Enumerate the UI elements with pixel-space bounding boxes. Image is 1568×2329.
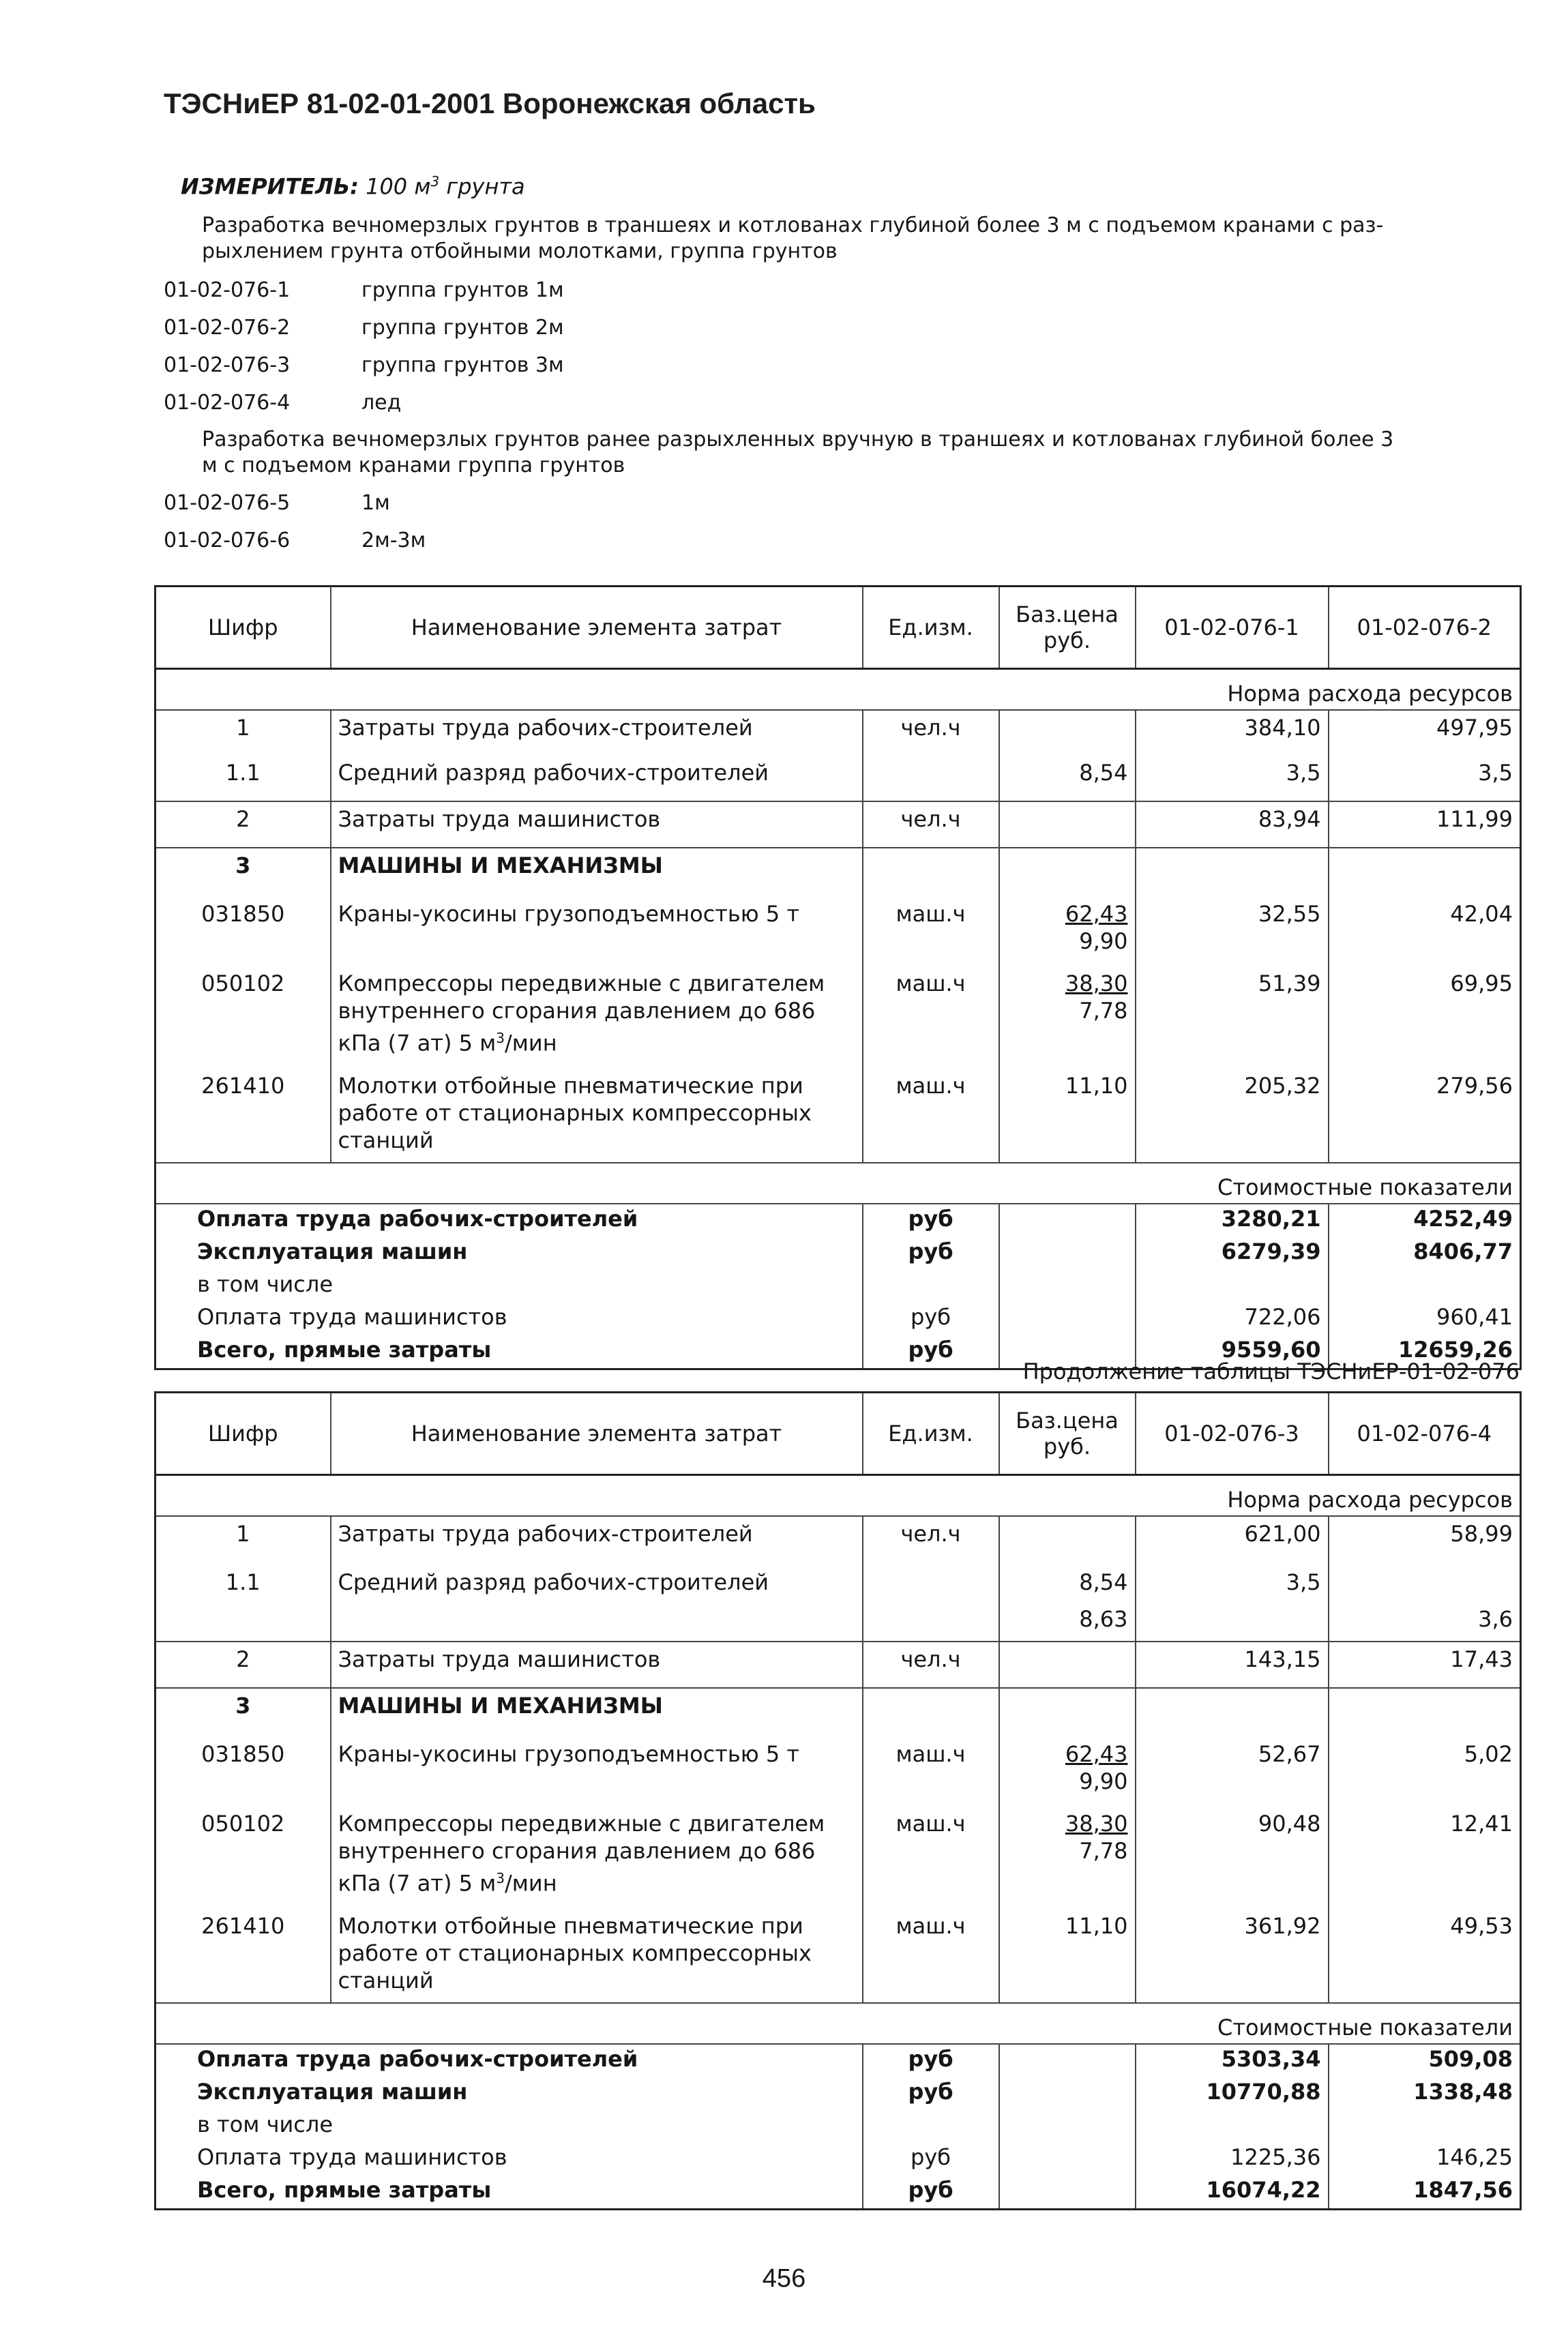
- table-row: [156, 1562, 1521, 1642]
- cell-value-b: 42,04: [1329, 893, 1521, 963]
- cell-name: [331, 1905, 863, 2003]
- cell-value-b: 111,99: [1329, 801, 1521, 848]
- col-header-unit: Ед.изм.: [863, 1393, 999, 1475]
- norms-table-1: [154, 585, 1522, 1370]
- list-item: [164, 346, 1514, 384]
- meter-value: 100 м: [366, 173, 431, 200]
- cell-value-a: 3,5: [1136, 756, 1329, 801]
- cell-unit: маш.ч: [863, 1065, 999, 1163]
- summary-row: [156, 1303, 1521, 1335]
- summary-value-b: 12659,26: [1329, 1335, 1521, 1369]
- description-2-line-2: м с подъемом кранами группа грунтов: [202, 454, 625, 477]
- summary-unit: руб: [863, 2044, 999, 2077]
- table-row: [156, 963, 1521, 1065]
- summary-value-b: 4252,49: [1329, 1204, 1521, 1237]
- cell-name: Затраты труда рабочих-строителей: [331, 1516, 863, 1562]
- col-header-unit: Ед.изм.: [863, 587, 999, 669]
- table-row: [156, 756, 1521, 801]
- section-row: [156, 1475, 1521, 1517]
- summary-label: Оплата труда рабочих-строителей: [197, 2045, 638, 2072]
- section-norm-label: Норма расхода ресурсов: [1227, 1487, 1513, 1513]
- summary-unit: руб: [863, 1303, 999, 1335]
- summary-value-a: 16074,22: [1136, 2176, 1329, 2210]
- cell-value-a: 621,00: [1136, 1516, 1329, 1562]
- cell-price: [999, 1516, 1136, 1562]
- cell-value-b: 279,56: [1329, 1065, 1521, 1163]
- cell-code: 050102: [201, 970, 285, 996]
- cell-price: [999, 1642, 1136, 1688]
- cell-value-a: 361,92: [1136, 1905, 1329, 2003]
- description-1-line-1: Разработка вечномерзлых грунтов в траншеях и котлованах глубиной более 3 м с подъемом кранами с раз-: [202, 213, 1384, 237]
- summary-value-b: 8406,77: [1329, 1237, 1521, 1270]
- summary-unit: руб: [863, 2143, 999, 2176]
- cell-code: 2: [236, 806, 250, 832]
- summary-unit: руб: [863, 2176, 999, 2210]
- summary-value-b: 1338,48: [1329, 2077, 1521, 2110]
- list-item: [164, 309, 1514, 346]
- summary-unit: руб: [863, 1335, 999, 1369]
- name-line-3: станций: [338, 1127, 434, 1153]
- summary-label: Всего, прямые затраты: [197, 1336, 492, 1363]
- table-row: [156, 1516, 1521, 1562]
- price-top: 62,43: [1065, 901, 1128, 927]
- cell-value-b: 17,43: [1329, 1642, 1521, 1688]
- table-row: [156, 1803, 1521, 1905]
- cell-value-a: 143,15: [1136, 1642, 1329, 1688]
- cell-price: [999, 963, 1136, 1065]
- col-header-price: [999, 587, 1136, 669]
- summary-value-b: 1847,56: [1329, 2176, 1521, 2210]
- summary-row: [156, 1204, 1521, 1237]
- section-norm-label: Норма расхода ресурсов: [1227, 681, 1513, 707]
- summary-row: [156, 2143, 1521, 2176]
- cell-name: Затраты труда машинистов: [331, 801, 863, 848]
- item-text: 1м: [361, 490, 390, 515]
- summary-value-b: 146,25: [1329, 2143, 1521, 2176]
- summary-value-a: 1225,36: [1136, 2143, 1329, 2176]
- cell-unit: маш.ч: [863, 1734, 999, 1803]
- cell-unit: чел.ч: [863, 1642, 999, 1688]
- item-code: 01-02-076-2: [164, 315, 291, 340]
- page-number: 456: [762, 2264, 806, 2293]
- item-code: 01-02-076-6: [164, 528, 291, 552]
- summary-value-a: 722,06: [1136, 1303, 1329, 1335]
- cell-name: Затраты труда машинистов: [331, 1642, 863, 1688]
- summary-label: в том числе: [197, 2111, 333, 2137]
- cell-price: [999, 893, 1136, 963]
- col-header-code-b: 01-02-076-2: [1329, 587, 1521, 669]
- cell-unit: чел.ч: [863, 801, 999, 848]
- col-header-code-a: 01-02-076-3: [1136, 1393, 1329, 1475]
- price-top: 62,43: [1065, 1741, 1128, 1767]
- summary-value-a: 5303,34: [1136, 2044, 1329, 2077]
- cell-code: 3: [235, 1693, 251, 1719]
- summary-row: [156, 2176, 1521, 2210]
- description-1-line-2: рыхлением грунта отбойными молотками, группа грунтов: [202, 239, 838, 263]
- cell-code: 1.1: [225, 760, 261, 786]
- cell-name: [331, 1803, 863, 1905]
- summary-label: в том числе: [197, 1271, 333, 1297]
- price-header-line-1: Баз.цена: [1016, 1408, 1119, 1434]
- summary-label: Оплата труда машинистов: [197, 2143, 507, 2170]
- cell-unit: [863, 756, 999, 801]
- list-item: [164, 271, 1514, 309]
- price-header-line-2: руб.: [1043, 1434, 1091, 1459]
- measurement-unit: [181, 173, 525, 200]
- item-text: группа грунтов 2м: [361, 315, 564, 340]
- name-line-3: кПа (7 ат) 5 $м^3$/мин: [338, 1870, 557, 1897]
- price-top: 8,54: [1079, 1569, 1128, 1595]
- cell-unit: [863, 1562, 999, 1642]
- summary-value-a: 6279,39: [1136, 1237, 1329, 1270]
- list-item: [164, 384, 1514, 421]
- price-bottom: 9,90: [1079, 1768, 1128, 1794]
- item-code: 01-02-076-3: [164, 353, 291, 377]
- summary-value-b: 960,41: [1329, 1303, 1521, 1335]
- description-2-line-1: Разработка вечномерзлых грунтов ранее разрыхленных вручную в траншеях и котлованах глубиной более 3: [202, 428, 1394, 451]
- cell-price: [999, 710, 1136, 756]
- cell-code: 2: [236, 1646, 250, 1672]
- cell-unit: маш.ч: [863, 893, 999, 963]
- summary-row: [156, 1270, 1521, 1303]
- item-text: группа грунтов 1м: [361, 278, 564, 302]
- cell-code: 1.1: [225, 1569, 261, 1595]
- cell-name: МАШИНЫ И МЕХАНИЗМЫ: [331, 848, 863, 893]
- name-line-3: кПа (7 ат) 5 $м^3$/мин: [338, 1030, 557, 1056]
- cell-name: Средний разряд рабочих-строителей: [331, 756, 863, 801]
- cell-value-a: 32,55: [1136, 893, 1329, 963]
- price-bottom: 8,63: [1079, 1606, 1128, 1632]
- item-code: 01-02-076-1: [164, 278, 291, 302]
- cell-name: Средний разряд рабочих-строителей: [331, 1562, 863, 1642]
- list-item: [164, 522, 1514, 559]
- table-header: [156, 587, 1521, 669]
- col-header-name: Наименование элемента затрат: [331, 1393, 863, 1475]
- cell-price: [999, 1734, 1136, 1803]
- cell-value-a: 83,94: [1136, 801, 1329, 848]
- cell-price: 8,54: [999, 756, 1136, 801]
- list-item: [164, 484, 1514, 522]
- meter-unit: грунта: [446, 173, 525, 200]
- cell-code: 050102: [201, 1811, 285, 1837]
- cell-value-a: 90,48: [1136, 1803, 1329, 1905]
- name-line-2: работе от стационарных компрессорных: [338, 1099, 812, 1126]
- cell-value-a: 205,32: [1136, 1065, 1329, 1163]
- name-line-1: Молотки отбойные пневматические при: [338, 1912, 803, 1939]
- summary-row: [156, 2044, 1521, 2077]
- cell-name: [331, 1065, 863, 1163]
- summary-unit: руб: [863, 1204, 999, 1237]
- table-row: [156, 710, 1521, 756]
- table-row: [156, 1065, 1521, 1163]
- price-top: 38,30: [1065, 970, 1128, 996]
- col-header-code: Шифр: [207, 614, 278, 640]
- section-cost-label: Стоимостные показатели: [1217, 1174, 1513, 1200]
- name-line-2: работе от стационарных компрессорных: [338, 1940, 812, 1966]
- item-code: 01-02-076-5: [164, 490, 291, 515]
- item-text: 2м-3м: [361, 528, 426, 552]
- section-row: [156, 1163, 1521, 1204]
- summary-row: [156, 1237, 1521, 1270]
- section-row: [156, 669, 1521, 711]
- summary-label: Эксплуатация машин: [197, 1238, 468, 1264]
- price-header-line-2: руб.: [1043, 627, 1091, 653]
- meter-label: ИЗМЕРИТЕЛЬ:: [181, 173, 359, 200]
- cell-name: Краны-укосины грузоподъемностью 5 т: [331, 1734, 863, 1803]
- cell-price: 11,10: [999, 1905, 1136, 2003]
- cell-unit: чел.ч: [863, 710, 999, 756]
- cell-price: [999, 801, 1136, 848]
- table-row: [156, 1905, 1521, 2003]
- cell-name: [331, 963, 863, 1065]
- name-line-1: Компрессоры передвижные с двигателем: [338, 970, 825, 996]
- cell-unit: маш.ч: [863, 963, 999, 1065]
- name-line-2: внутреннего сгорания давлением до 686: [338, 998, 816, 1024]
- cell-code: 1: [236, 1521, 250, 1547]
- work-description: [164, 213, 1514, 559]
- table-header: [156, 1393, 1521, 1475]
- cell-code: 261410: [201, 1072, 285, 1099]
- meter-sup: 3: [430, 173, 440, 190]
- item-text: лед: [361, 390, 402, 415]
- cell-code: 031850: [201, 1741, 285, 1767]
- cell-value-a: 51,39: [1136, 963, 1329, 1065]
- cell-value-b: 5,02: [1329, 1734, 1521, 1803]
- page-title: ТЭСНиЕР 81-02-01-2001 Воронежская область: [164, 87, 816, 119]
- summary-value-a: 3280,21: [1136, 1204, 1329, 1237]
- name-line-1: Компрессоры передвижные с двигателем: [338, 1811, 825, 1837]
- table-row: [156, 893, 1521, 963]
- item-code: 01-02-076-4: [164, 390, 291, 415]
- price-bottom: 9,90: [1079, 928, 1128, 954]
- item-text: группа грунтов 3м: [361, 353, 564, 377]
- col-header-price: [999, 1393, 1136, 1475]
- price-header-line-1: Баз.цена: [1016, 602, 1119, 627]
- name-line-2: внутреннего сгорания давлением до 686: [338, 1838, 816, 1864]
- summary-label: Оплата труда рабочих-строителей: [197, 1205, 638, 1232]
- col-header-code: Шифр: [207, 1421, 278, 1447]
- summary-value-a: 10770,88: [1136, 2077, 1329, 2110]
- name-line-1: Молотки отбойные пневматические при: [338, 1072, 803, 1099]
- cell-price: [999, 1562, 1136, 1642]
- summary-label: Эксплуатация машин: [197, 2078, 468, 2105]
- table-row: [156, 1642, 1521, 1688]
- summary-row: [156, 2077, 1521, 2110]
- name-line-3: станций: [338, 1967, 434, 1993]
- cell-name: МАШИНЫ И МЕХАНИЗМЫ: [331, 1688, 863, 1734]
- price-top: 38,30: [1065, 1811, 1128, 1837]
- cell-value-b: 58,99: [1329, 1516, 1521, 1562]
- table-row: [156, 848, 1521, 893]
- cell-code: 1: [236, 715, 250, 741]
- table-row: [156, 1734, 1521, 1803]
- cell-price: [999, 1803, 1136, 1905]
- summary-row: [156, 2110, 1521, 2143]
- cell-unit: маш.ч: [863, 1803, 999, 1905]
- col-header-code-b: 01-02-076-4: [1329, 1393, 1521, 1475]
- cell-code: 031850: [201, 901, 285, 927]
- cell-name: Краны-укосины грузоподъемностью 5 т: [331, 893, 863, 963]
- cell-value-a: 384,10: [1136, 710, 1329, 756]
- cell-value-b: 12,41: [1329, 1803, 1521, 1905]
- cell-price: 11,10: [999, 1065, 1136, 1163]
- table-row: [156, 1688, 1521, 1734]
- cell-name: Затраты труда рабочих-строителей: [331, 710, 863, 756]
- norms-table-2: [154, 1391, 1522, 2210]
- price-bottom: 7,78: [1079, 998, 1128, 1024]
- summary-unit: руб: [863, 1237, 999, 1270]
- cell-value-b: 69,95: [1329, 963, 1521, 1065]
- cell-value-b: 497,95: [1329, 710, 1521, 756]
- summary-value-b: 509,08: [1329, 2044, 1521, 2077]
- table-row: [156, 801, 1521, 848]
- col-header-code-a: 01-02-076-1: [1136, 587, 1329, 669]
- section-row: [156, 2003, 1521, 2044]
- cell-value-b: 3,6: [1329, 1562, 1521, 1642]
- cell-code: 261410: [201, 1912, 285, 1939]
- description-2: [164, 427, 1514, 479]
- col-header-name: Наименование элемента затрат: [331, 587, 863, 669]
- cell-value-a: 3,5: [1136, 1562, 1329, 1642]
- description-1: [164, 213, 1514, 265]
- summary-unit: руб: [863, 2077, 999, 2110]
- cell-unit: маш.ч: [863, 1905, 999, 2003]
- continuation-title: Продолжение таблицы ТЭСНиЕР-01-02-076: [1022, 1359, 1520, 1384]
- cell-value-b: 3,5: [1329, 756, 1521, 801]
- price-bottom: 7,78: [1079, 1838, 1128, 1864]
- summary-label: Всего, прямые затраты: [197, 2176, 492, 2203]
- cell-value-a: 52,67: [1136, 1734, 1329, 1803]
- cell-value-b: 49,53: [1329, 1905, 1521, 2003]
- cell-code: 3: [235, 852, 251, 878]
- cell-unit: чел.ч: [863, 1516, 999, 1562]
- summary-value-a: 9559,60: [1136, 1335, 1329, 1369]
- section-cost-label: Стоимостные показатели: [1217, 2014, 1513, 2041]
- summary-label: Оплата труда машинистов: [197, 1303, 507, 1330]
